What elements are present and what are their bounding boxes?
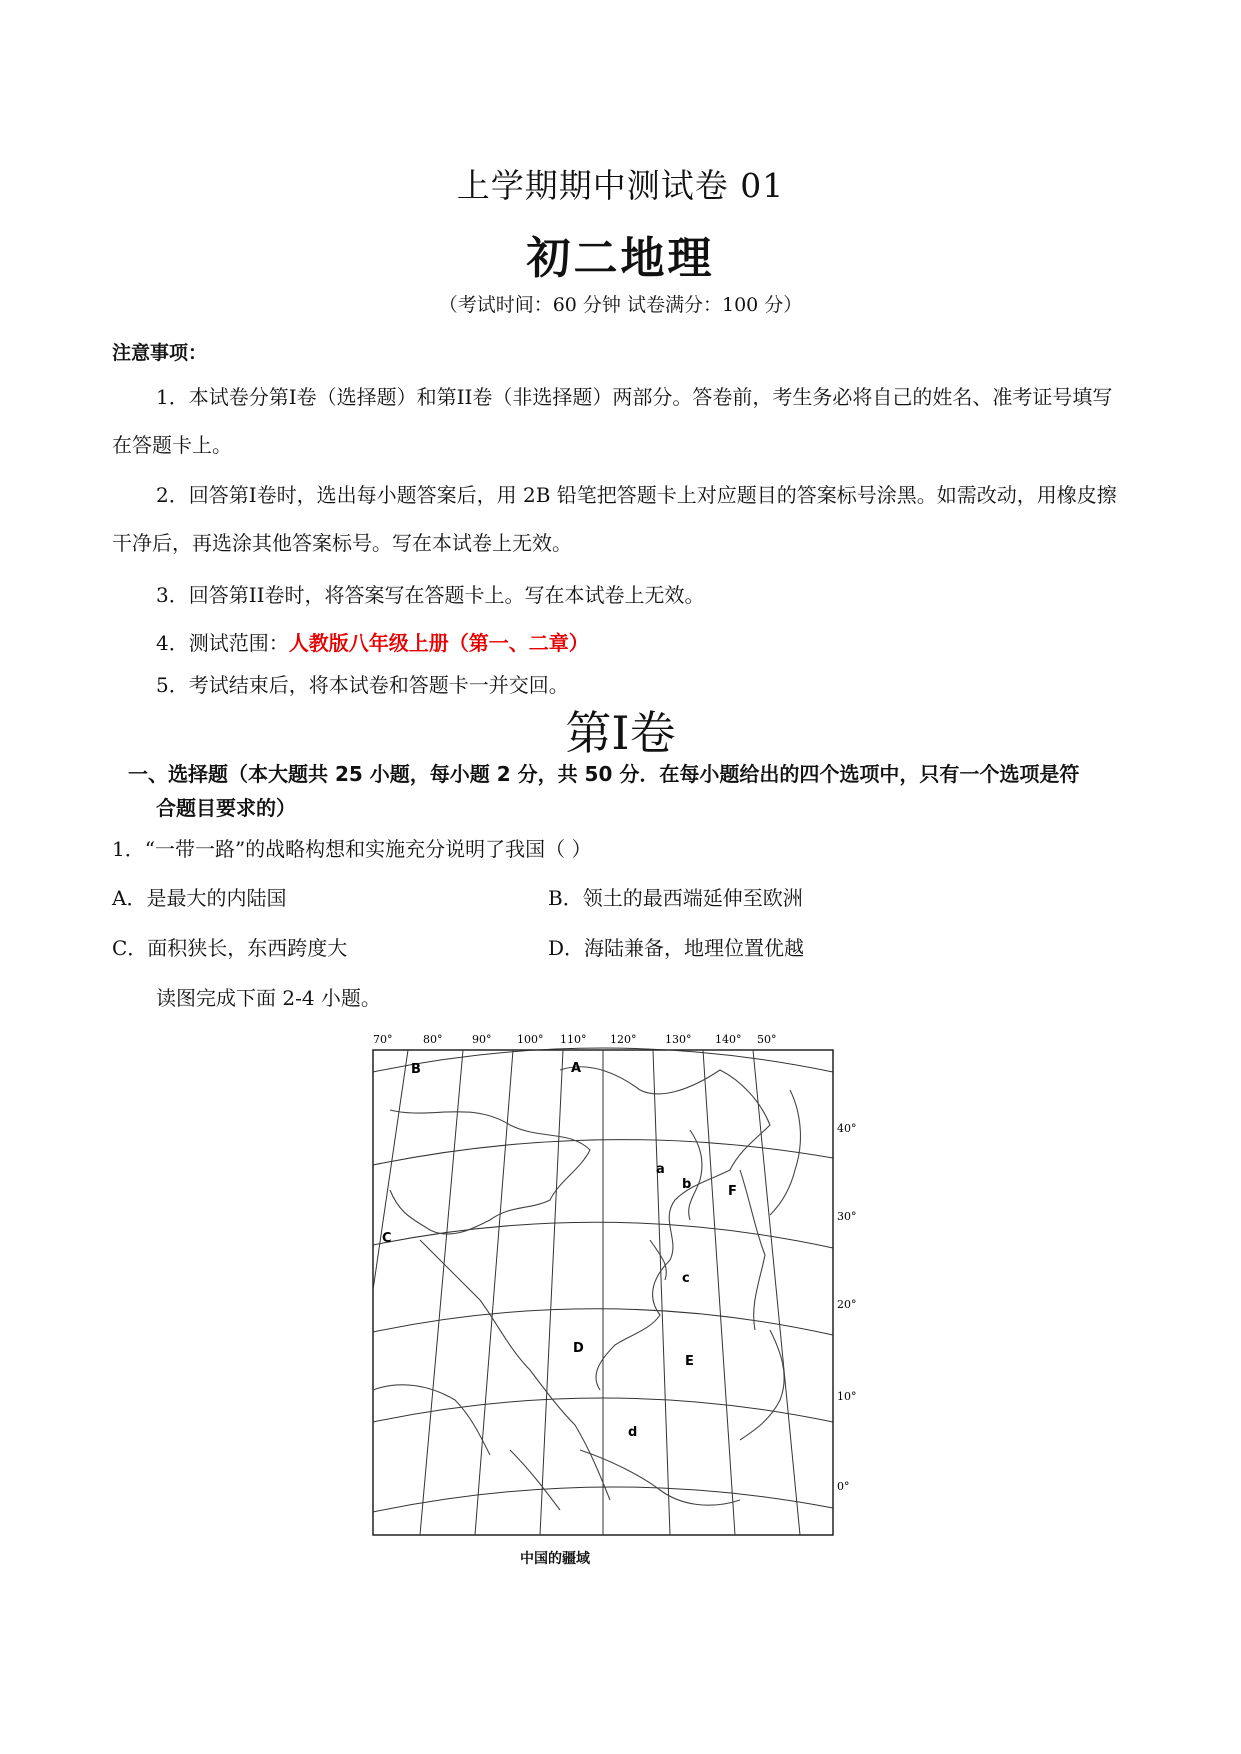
lat-label-40: 40° (837, 1122, 857, 1135)
lat-label-10: 10° (837, 1390, 857, 1403)
map-label-A: A (571, 1061, 582, 1076)
map-caption: 中国的疆域 (520, 1551, 590, 1567)
test-scope: 人教版八年级上册（第一、二章） (288, 631, 589, 655)
lon-label-110: 110° (560, 1033, 587, 1046)
lat-label-30: 30° (837, 1210, 857, 1223)
map-label-b: b (682, 1177, 692, 1192)
notice-item-4-prefix: 4．测试范围： (156, 631, 289, 655)
map-label-B: B (411, 1062, 421, 1077)
map-label-a: a (656, 1162, 665, 1177)
map-instruction: 读图完成下面 2-4 小题。 (156, 986, 381, 1010)
section-heading-line-2: 合题目要求的） (156, 796, 296, 820)
notice-heading: 注意事项： (112, 342, 208, 364)
question-1-stem: 1．“一带一路”的战略构想和实施充分说明了我国（ ） (112, 837, 592, 861)
lon-label-80: 80° (423, 1033, 443, 1046)
lon-label-70: 70° (373, 1033, 393, 1046)
lon-label-100: 100° (517, 1033, 544, 1046)
lon-label-130: 130° (665, 1033, 692, 1046)
map-label-E: E (685, 1354, 694, 1369)
question-1-option-c: C．面积狭长，东西跨度大 (112, 936, 348, 960)
notice-item-3: 3．回答第II卷时，将答案写在答题卡上。写在本试卷上无效。 (156, 583, 705, 607)
volume-title: 第I卷 (565, 706, 676, 760)
map-outlines (373, 1067, 800, 1510)
lon-label-140: 140° (715, 1033, 742, 1046)
map-svg (360, 1030, 857, 1540)
question-1-option-a: A．是最大的内陆国 (112, 886, 287, 910)
lon-label-120: 120° (610, 1033, 637, 1046)
exam-meta: （考试时间：60 分钟 试卷满分：100 分） (438, 294, 803, 316)
exam-subtitle: 上学期期中测试卷 01 (456, 166, 785, 205)
notice-item-1: 1．本试卷分第I卷（选择题）和第II卷（非选择题）两部分。答卷前，考生务必将自己的姓名、准考证号填写在答题卡上。 (112, 385, 1113, 457)
longitude-lines (373, 1050, 800, 1535)
question-1-option-d: D．海陆兼备，地理位置优越 (548, 936, 805, 960)
map-label-F: F (728, 1184, 737, 1199)
notice-item-5: 5．考试结束后，将本试卷和答题卡一并交回。 (156, 673, 569, 697)
map-label-d: d (628, 1425, 638, 1440)
lat-label-0: 0° (837, 1480, 850, 1493)
map-label-c: c (682, 1271, 690, 1286)
section-heading-line-1: 一、选择题（本大题共 25 小题，每小题 2 分，共 50 分．在每小题给出的四个选项中，只有一个选项是符 (128, 762, 1080, 786)
section-heading (128, 757, 1138, 825)
china-territory-map (360, 1030, 857, 1540)
map-label-D: D (573, 1341, 584, 1356)
question-1-option-b: B．领土的最西端延伸至欧洲 (548, 886, 803, 910)
notice-item-4 (112, 619, 1132, 667)
lon-label-50: 50° (757, 1033, 777, 1046)
exam-title: 初二地理 (526, 233, 715, 284)
lat-label-20: 20° (837, 1298, 857, 1311)
notice-item-2: 2．回答第I卷时，选出每小题答案后，用 2B 铅笔把答题卡上对应题目的答案标号涂黑。如需改动，用橡皮擦干净后，再选涂其他答案标号。写在本试卷上无效。 (112, 483, 1117, 555)
map-label-C: C (382, 1231, 392, 1246)
lon-label-90: 90° (472, 1033, 492, 1046)
